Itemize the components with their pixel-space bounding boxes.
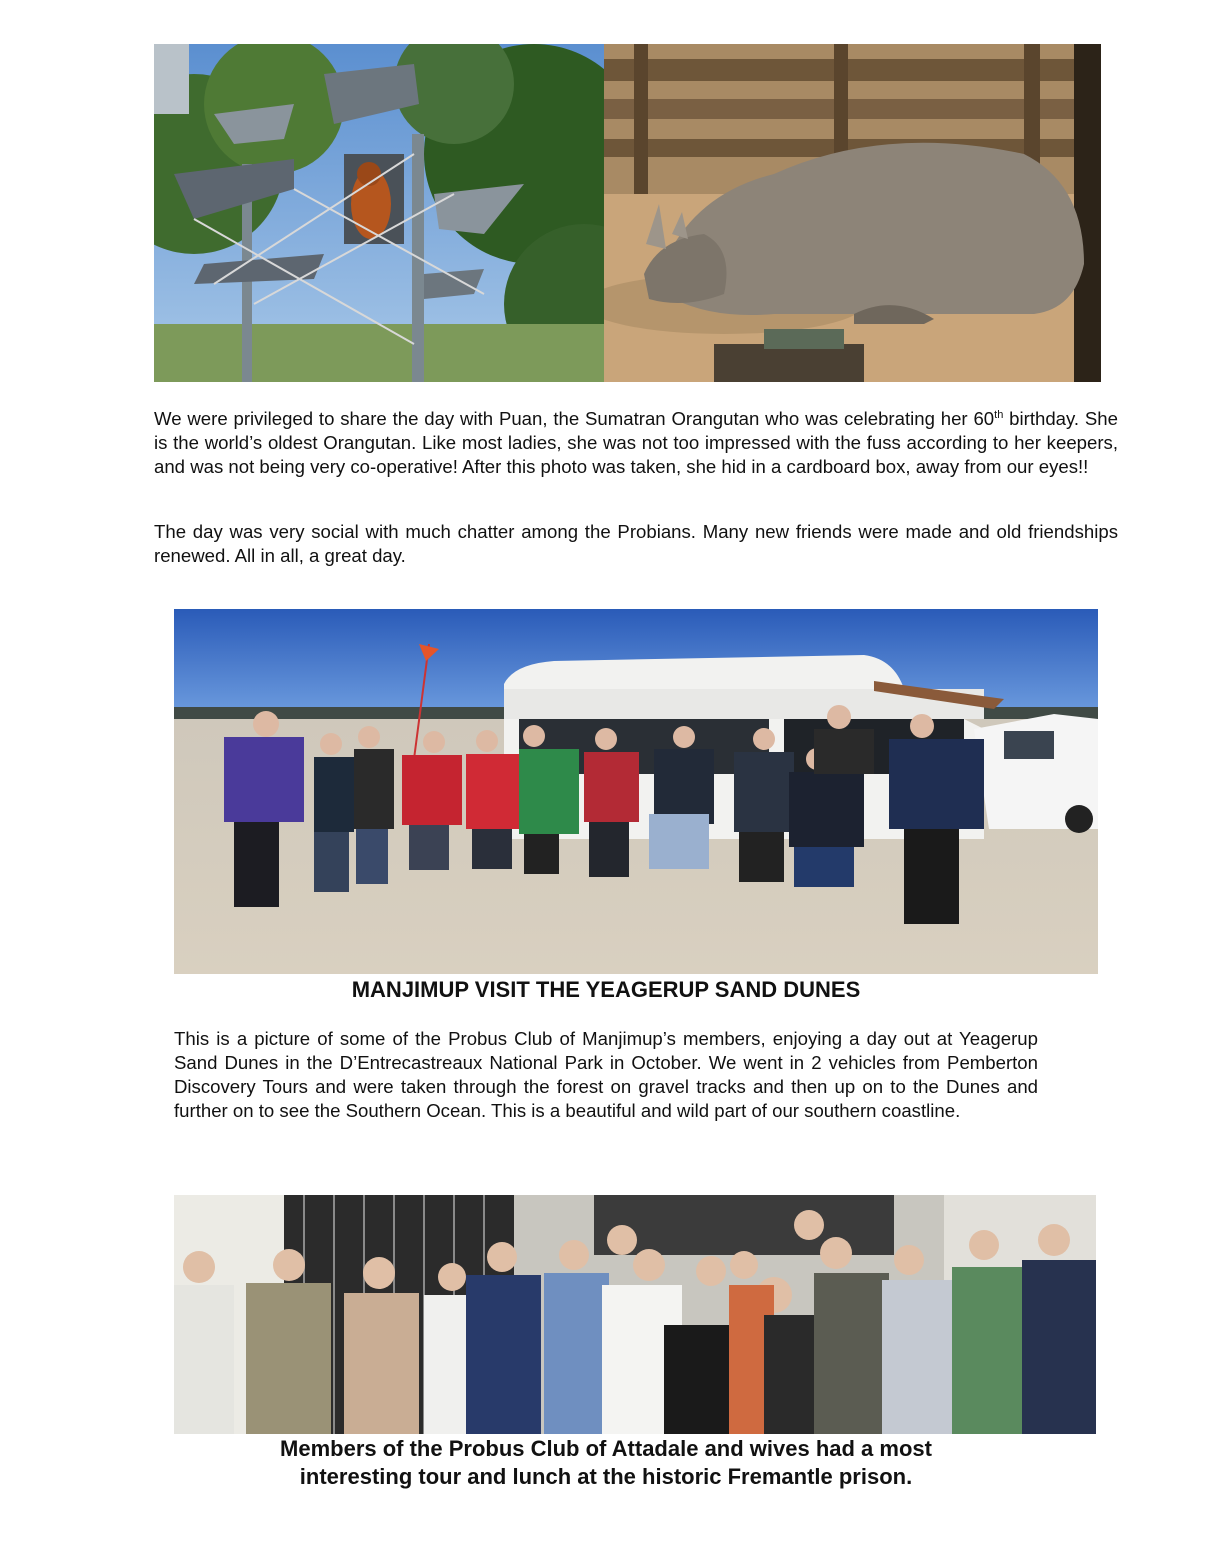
- orangutan-paragraph-text-cont: birthday. She is the world’s oldest Orangutan. Like most ladies, she was not too impressed with the fuss according to her keepers, and was not being very co-operative! After this photo was taken, she hid in a cardboard box, away from our eyes!!: [154, 408, 1118, 478]
- ordinal-suffix: th: [994, 409, 1004, 421]
- orangutan-paragraph-text: We were privileged to share the day with Puan, the Sumatran Orangutan who was celebrating her 60: [154, 408, 995, 430]
- manjimup-paragraph: This is a picture of some of the Probus Club of Manjimup’s members, enjoying a day out at Yeagerup Sand Dunes in the D’Entrecastreaux National Park in October. We went in 2 vehicles from Pemberton Discovery Tours and were taken through the forest on gravel tracks and then up on to the Dunes and further on to see the Southern Ocean. This is a beautiful and wild part of our southern coastline.: [174, 1028, 1038, 1121]
- sand-dunes-group-photo: [174, 609, 1098, 974]
- rhinoceros-photo: [604, 44, 1101, 382]
- attadale-caption-line1: Members of the Probus Club of Attadale and wives had a most: [280, 1436, 932, 1461]
- orangutan-photo: [154, 44, 604, 382]
- attadale-caption-line2: interesting tour and lunch at the historic Fremantle prison.: [299, 1464, 913, 1489]
- orangutan-paragraph: [154, 403, 1118, 479]
- manjimup-heading: MANJIMUP VISIT THE YEAGERUP SAND DUNES: [351, 977, 861, 1002]
- attadale-caption: [174, 1435, 1038, 1491]
- social-day-paragraph: The day was very social with much chatter among the Probians. Many new friends were made and old friendships renewed. All in all, a great day.: [154, 521, 1118, 566]
- fremantle-prison-group-photo: [174, 1195, 1096, 1434]
